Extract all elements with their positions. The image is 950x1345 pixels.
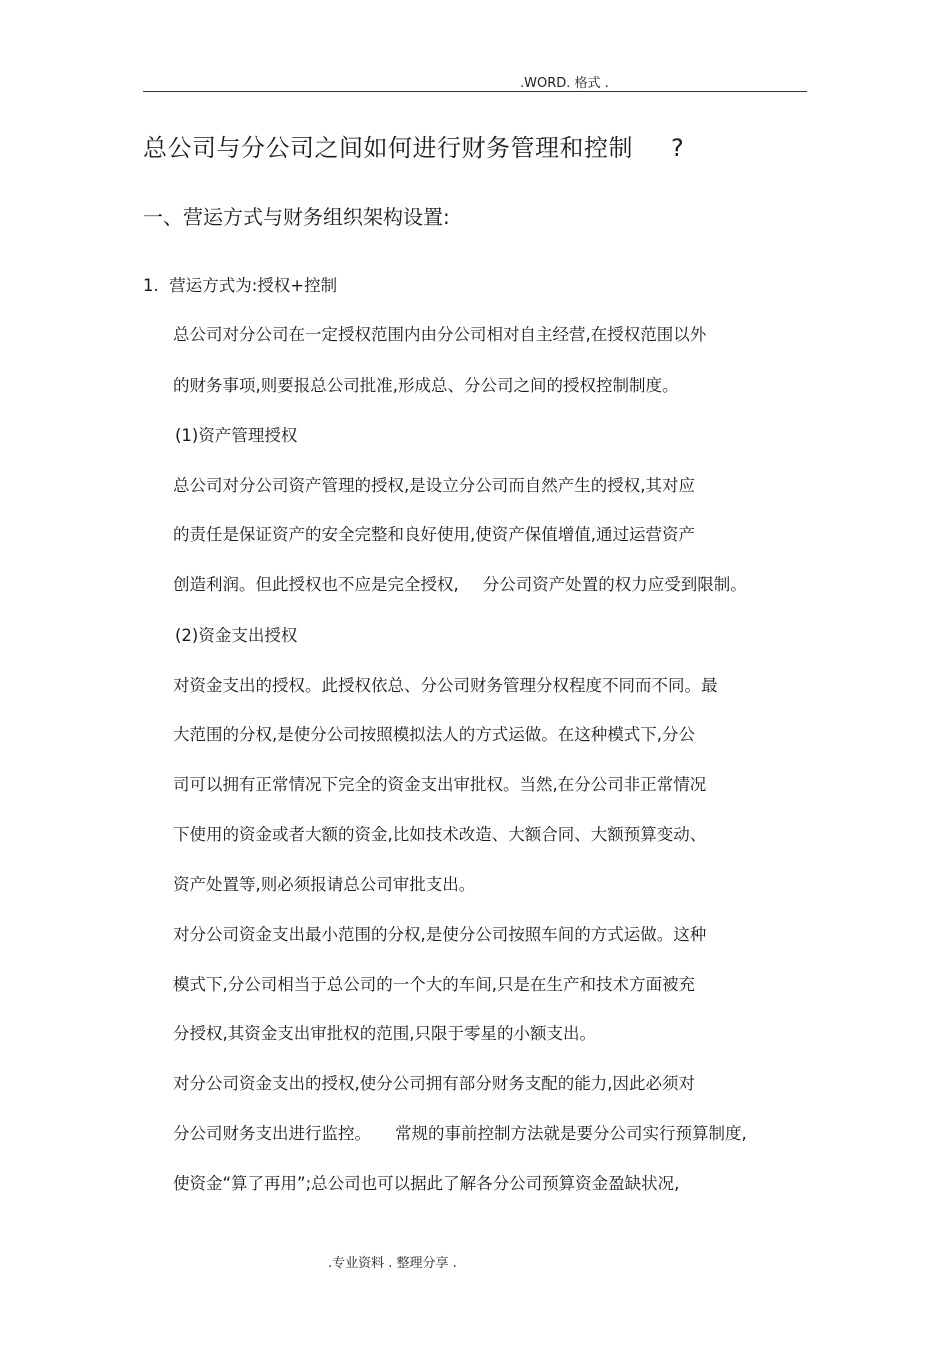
document-title-question-mark: ? xyxy=(671,134,685,162)
paragraph-line-part: 分公司财务支出进行监控。 xyxy=(173,1124,371,1143)
paragraph-line: 模式下,分公司相当于总公司的一个大的车间,只是在生产和技术方面被充 xyxy=(173,975,695,994)
list-item-1-number: 1. xyxy=(143,276,159,295)
paragraph-line: 司可以拥有正常情况下完全的资金支出审批权。当然,在分公司非正常情况 xyxy=(173,775,707,794)
header-divider xyxy=(143,91,807,92)
paragraph-line-part: 分公司资产处置的权力应受到限制。 xyxy=(482,575,747,594)
paragraph-line-part: 创造利润。但此授权也不应是完全授权, xyxy=(173,575,459,594)
document-title-text: 总公司与分公司之间如何进行财务管理和控制 xyxy=(143,134,633,162)
paragraph-line-part: 常规的事前控制方法就是要分公司实行预算制度, xyxy=(395,1124,747,1143)
paragraph-line: 对分公司资金支出的授权,使分公司拥有部分财务支配的能力,因此必须对 xyxy=(173,1074,695,1093)
document-title xyxy=(143,128,684,163)
paragraph-line: 分授权,其资金支出审批权的范围,只限于零星的小额支出。 xyxy=(173,1024,596,1043)
paragraph-line: 总公司对分公司资产管理的授权,是设立分公司而自然产生的授权,其对应 xyxy=(173,476,695,495)
page-footer: .专业资料 . 整理分享 . xyxy=(328,1256,457,1271)
paragraph-line: 大范围的分权,是使分公司按照模拟法人的方式运做。在这种模式下,分公 xyxy=(173,725,695,744)
list-item-1 xyxy=(143,276,337,296)
paragraph-line: 对分公司资金支出最小范围的分权,是使分公司按照车间的方式运做。这种 xyxy=(173,925,707,944)
paragraph-line xyxy=(173,1124,747,1144)
subheading-fund-authorization: (2)资金支出授权 xyxy=(175,626,298,645)
paragraph-line: 总公司对分公司在一定授权范围内由分公司相对自主经营,在授权范围以外 xyxy=(173,325,707,344)
paragraph-line xyxy=(173,575,747,595)
paragraph-line: 下使用的资金或者大额的资金,比如技术改造、大额合同、大额预算变动、 xyxy=(173,825,707,844)
paragraph-line: 使资金“算了再用”;总公司也可以据此了解各分公司预算资金盈缺状况, xyxy=(173,1174,680,1193)
header-text: .WORD. 格式 . xyxy=(520,76,609,91)
section-heading: 一、营运方式与财务组织架构设置: xyxy=(143,205,450,229)
paragraph-line: 对资金支出的授权。此授权依总、分公司财务管理分权程度不同而不同。最 xyxy=(173,676,718,695)
subheading-asset-authorization: (1)资产管理授权 xyxy=(175,426,298,445)
paragraph-line: 的责任是保证资产的安全完整和良好使用,使资产保值增值,通过运营资产 xyxy=(173,525,695,544)
list-item-1-text: 营运方式为:授权+控制 xyxy=(169,276,338,295)
paragraph-line: 资产处置等,则必须报请总公司审批支出。 xyxy=(173,875,476,894)
paragraph-line: 的财务事项,则要报总公司批准,形成总、分公司之间的授权控制制度。 xyxy=(173,376,679,395)
